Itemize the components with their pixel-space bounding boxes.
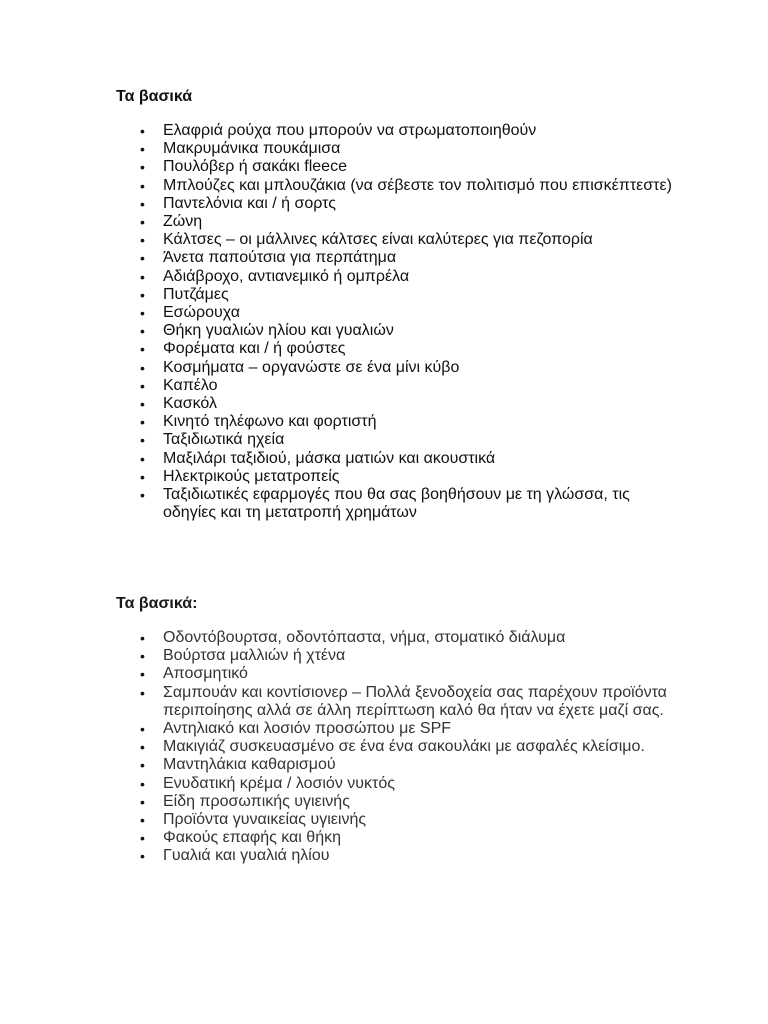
list-item	[134, 486, 674, 522]
bullet-icon: •	[140, 666, 145, 683]
list-item-text: Προϊόντα γυναικείας υγιεινής	[163, 811, 367, 829]
list-item-text: Καπέλο	[163, 376, 218, 394]
list-item-text: Παντελόνια και / ή σορτς	[163, 194, 336, 212]
list-item-text: Είδη προσωπικής υγιεινής	[163, 792, 350, 810]
bullet-icon: •	[140, 214, 145, 231]
list-item-text: Μπλούζες και μπλουζάκια (να σέβεστε τον πολιτισμό που επισκέπτεστε)	[163, 176, 672, 194]
bullet-icon: •	[140, 775, 145, 792]
list-item-text: Ελαφριά ρούχα που μπορούν να στρωματοποιηθούν	[163, 122, 537, 139]
list-item-text: Μακιγιάζ συσκευασμένο σε ένα ένα σακουλάκι με ασφαλές κλείσιμο.	[163, 738, 645, 756]
list-item-text: Ενυδατική κρέμα / λοσιόν νυκτός	[163, 774, 395, 792]
list-item-text: Ταξιδιωτικές εφαρμογές που θα σας βοηθήσουν με τη γλώσσα, τις οδηγίες και τη μετατροπή χρημάτων	[163, 486, 630, 522]
list-item-text: Κοσμήματα – οργανώστε σε ένα μίνι κύβο	[163, 358, 460, 376]
list-item-text: Οδοντόβουρτσα, οδοντόπαστα, νήμα, στοματικό διάλυμα	[163, 629, 566, 646]
list-item-text: Κασκόλ	[163, 395, 217, 413]
bullet-icon: •	[140, 268, 145, 285]
bullet-icon: •	[140, 359, 145, 376]
bullet-icon: •	[140, 159, 145, 176]
bullet-icon: •	[140, 450, 145, 467]
bullet-icon: •	[140, 739, 145, 756]
list-item	[134, 629, 674, 647]
list-item	[134, 340, 674, 358]
list-item-text: Γυαλιά και γυαλιά ηλίου	[163, 847, 330, 865]
list-item	[134, 431, 674, 449]
list-item	[134, 684, 674, 720]
list-item-text: Σαμπουάν και κοντίσιονερ – Πολλά ξενοδοχεία σας παρέχουν προϊόντα περιποίησης αλλά σε άλλη περίπτωση καλό θα ήταν να έχετε μαζί σας.	[163, 683, 667, 719]
list-item	[134, 468, 674, 486]
list-item-text: Πυτζάμες	[163, 285, 229, 303]
list-item	[134, 793, 674, 811]
bullet-icon: •	[140, 830, 145, 847]
list-item-text: Μαξιλάρι ταξιδιού, μάσκα ματιών και ακουστικά	[163, 449, 496, 467]
bullet-icon: •	[140, 848, 145, 865]
bullet-icon: •	[140, 648, 145, 665]
list-item	[134, 847, 674, 865]
list-item	[134, 304, 674, 322]
list-item	[134, 177, 674, 195]
list-item-text: Βούρτσα μαλλιών ή χτένα	[163, 647, 346, 665]
toiletries-list	[134, 629, 674, 866]
list-item	[134, 268, 674, 286]
bullet-icon: •	[140, 468, 145, 485]
bullet-icon: •	[140, 684, 145, 701]
list-item	[134, 775, 674, 793]
list-item-text: Μακρυμάνικα πουκάμισα	[163, 140, 341, 158]
list-item	[134, 122, 674, 140]
list-item-text: Πουλόβερ ή σακάκι fleece	[163, 158, 347, 176]
list-item	[134, 213, 674, 231]
list-item	[134, 756, 674, 774]
bullet-icon: •	[140, 195, 145, 212]
list-item	[134, 377, 674, 395]
list-item-text: Εσώρουχα	[163, 304, 241, 322]
bullet-icon: •	[140, 232, 145, 249]
bullet-icon: •	[140, 177, 145, 194]
section-heading-clothing: Τα βασικά	[116, 88, 193, 105]
list-item	[134, 413, 674, 431]
list-item	[134, 140, 674, 158]
list-item	[134, 647, 674, 665]
bullet-icon: •	[140, 123, 145, 139]
bullet-icon: •	[140, 141, 145, 158]
bullet-icon: •	[140, 396, 145, 413]
list-item	[134, 231, 674, 249]
bullet-icon: •	[140, 793, 145, 810]
list-item-text: Θήκη γυαλιών ηλίου και γυαλιών	[163, 322, 394, 340]
bullet-icon: •	[140, 721, 145, 738]
list-item	[134, 450, 674, 468]
bullet-icon: •	[140, 377, 145, 394]
list-item	[134, 811, 674, 829]
list-item	[134, 738, 674, 756]
bullet-icon: •	[140, 414, 145, 431]
bullet-icon: •	[140, 341, 145, 358]
list-item-text: Φορέματα και / ή φούστες	[163, 340, 346, 358]
bullet-icon: •	[140, 757, 145, 774]
list-item	[134, 249, 674, 267]
list-item-text: Κινητό τηλέφωνο και φορτιστή	[163, 413, 377, 431]
bullet-icon: •	[140, 630, 145, 646]
bullet-icon: •	[140, 305, 145, 322]
list-item	[134, 322, 674, 340]
list-item	[134, 359, 674, 377]
list-item-text: Φακούς επαφής και θήκη	[163, 829, 341, 847]
list-item	[134, 195, 674, 213]
list-item-text: Ηλεκτρικούς μετατροπείς	[163, 467, 340, 485]
list-item	[134, 395, 674, 413]
list-item-text: Αποσμητικό	[163, 665, 248, 683]
list-item-text: Μαντηλάκια καθαρισμού	[163, 756, 336, 774]
bullet-icon: •	[140, 323, 145, 340]
list-item	[134, 286, 674, 304]
bullet-icon: •	[140, 487, 145, 504]
section-heading-toiletries: Τα βασικά:	[116, 595, 198, 612]
list-item-text: Άνετα παπούτσια για περπάτημα	[163, 249, 397, 267]
list-item	[134, 720, 674, 738]
list-item-text: Ζώνη	[163, 213, 203, 231]
bullet-icon: •	[140, 432, 145, 449]
list-item-text: Αδιάβροχο, αντιανεμικό ή ομπρέλα	[163, 267, 410, 285]
list-item	[134, 158, 674, 176]
bullet-icon: •	[140, 286, 145, 303]
list-item	[134, 665, 674, 683]
list-item-text: Κάλτσες – οι μάλλινες κάλτσες είναι καλύτερες για πεζοπορία	[163, 231, 593, 249]
clothing-list	[134, 122, 674, 522]
list-item-text: Ταξιδιωτικά ηχεία	[163, 431, 285, 449]
bullet-icon: •	[140, 812, 145, 829]
list-item-text: Αντηλιακό και λοσιόν προσώπου με SPF	[163, 720, 452, 738]
bullet-icon: •	[140, 250, 145, 267]
list-item	[134, 829, 674, 847]
